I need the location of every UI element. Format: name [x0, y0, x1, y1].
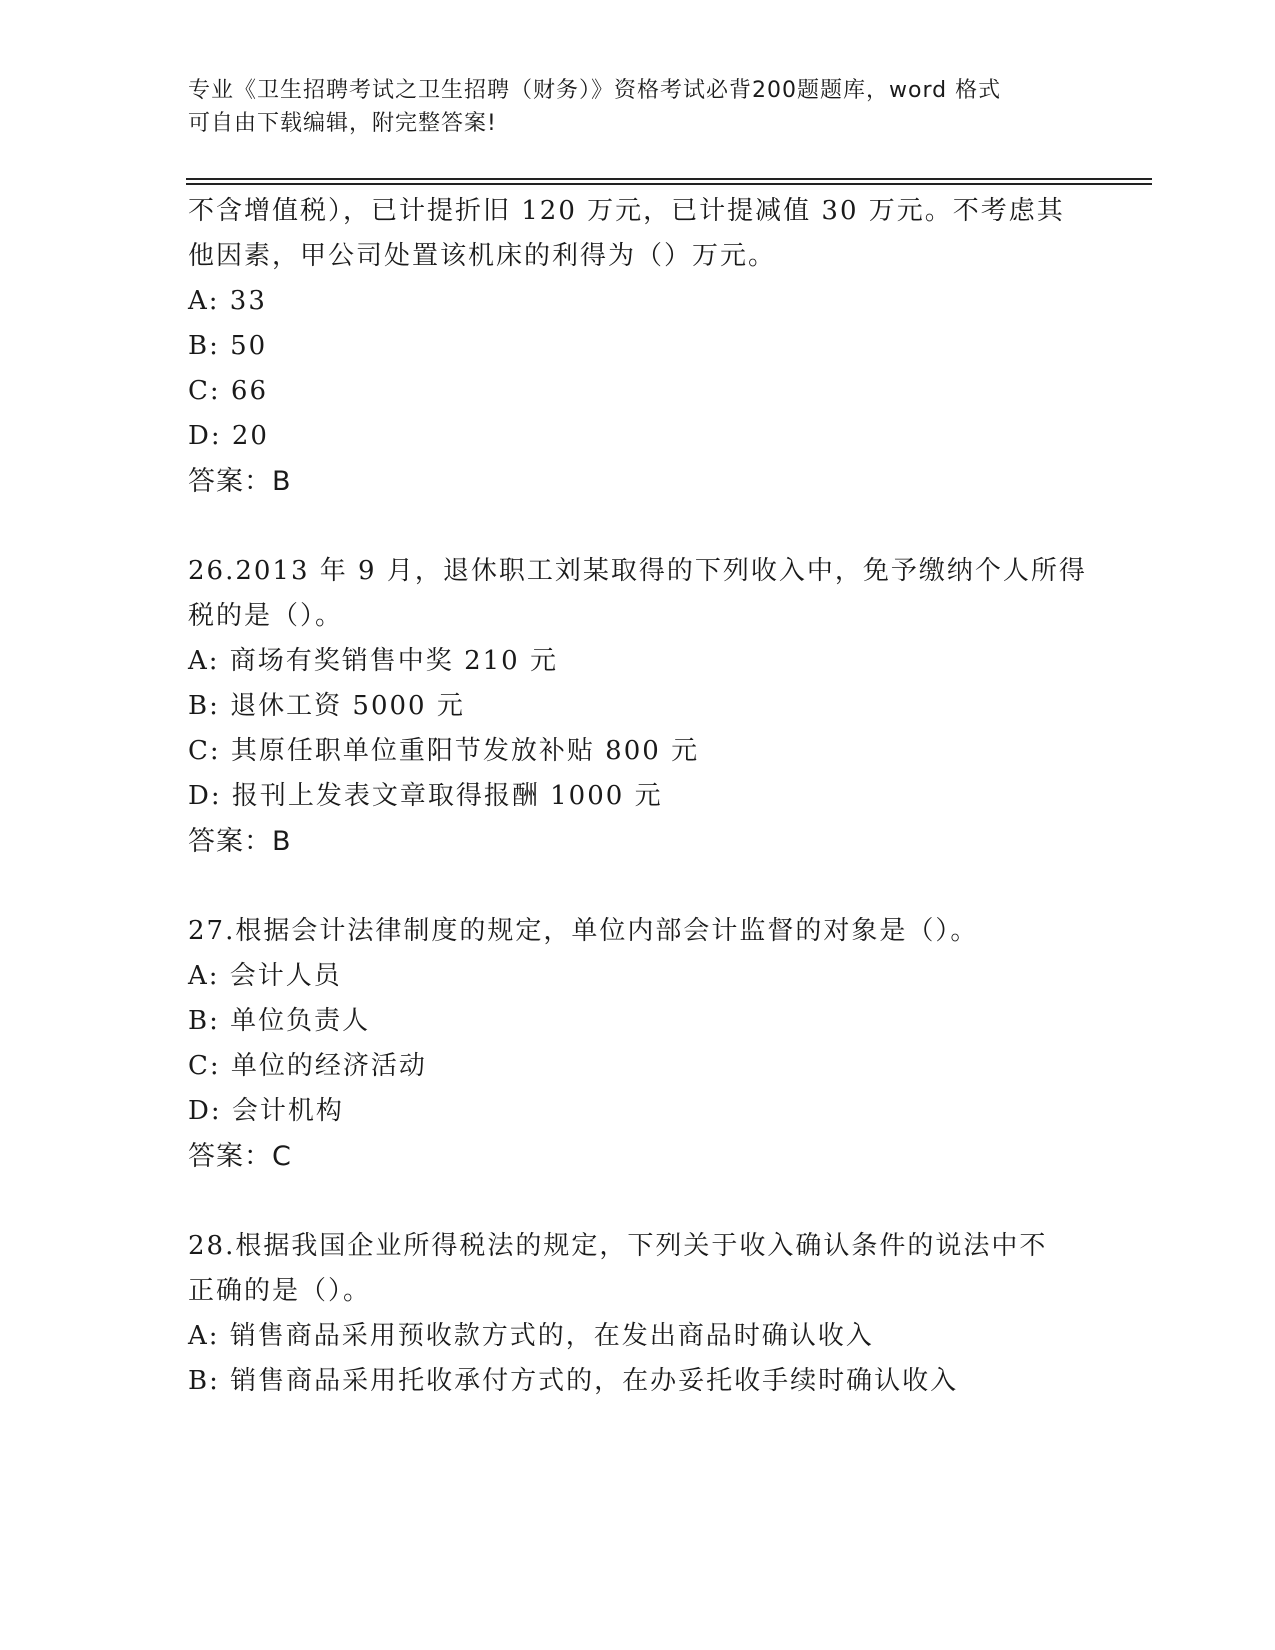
spacer [188, 504, 1088, 549]
spacer [188, 864, 1088, 909]
header-title-line-1: 专业《卫生招聘考试之卫生招聘（财务）》资格考试必背200题题库，word 格式 [188, 78, 1002, 103]
header-rule-top [186, 178, 1152, 180]
header-rule-bottom [186, 183, 1152, 185]
option-c: C: 单位的经济活动 [188, 1051, 427, 1081]
option-b: B: 销售商品采用托收承付方式的，在办妥托收手续时确认收入 [188, 1366, 959, 1396]
question-stem-line: 不含增值税），已计提折旧 120 万元，已计提减值 30 万元。不考虑其 [188, 196, 1065, 226]
option-b: B: 退休工资 5000 元 [188, 691, 465, 721]
header-title-line-2: 可自由下载编辑，附完整答案! [188, 111, 497, 136]
question-stem-line: 27.根据会计法律制度的规定，单位内部会计监督的对象是（）。 [188, 916, 979, 946]
answer-line: 答案：B [188, 826, 292, 857]
document-header [188, 74, 1088, 140]
option-c: C: 其原任职单位重阳节发放补贴 800 元 [188, 736, 700, 766]
answer-line: 答案：C [188, 1141, 292, 1172]
question-stem-line: 他因素，甲公司处置该机床的利得为（）万元。 [188, 241, 777, 271]
question-28 [188, 1224, 1088, 1404]
question-stem-line: 28.根据我国企业所得税法的规定，下列关于收入确认条件的说法中不 [188, 1231, 1048, 1261]
question-stem-line: 26.2013 年 9 月，退休职工刘某取得的下列收入中，免予缴纳个人所得 [188, 556, 1087, 586]
question-stem-line: 税的是（）。 [188, 601, 344, 631]
option-d: D: 20 [188, 421, 269, 451]
option-a: A: 商场有奖销售中奖 210 元 [188, 646, 558, 676]
question-25 [188, 189, 1088, 504]
option-c: C: 66 [188, 376, 269, 406]
option-a: A: 会计人员 [188, 961, 342, 991]
option-a: A: 33 [188, 286, 267, 316]
question-27 [188, 909, 1088, 1179]
option-a: A: 销售商品采用预收款方式的，在发出商品时确认收入 [188, 1321, 874, 1351]
question-26 [188, 549, 1088, 864]
document-body [188, 189, 1088, 1404]
option-b: B: 50 [188, 331, 268, 361]
option-b: B: 单位负责人 [188, 1006, 371, 1036]
spacer [188, 1179, 1088, 1224]
option-d: D: 会计机构 [188, 1096, 344, 1126]
answer-line: 答案：B [188, 466, 292, 497]
question-stem-line: 正确的是（）。 [188, 1276, 372, 1306]
option-d: D: 报刊上发表文章取得报酬 1000 元 [188, 781, 663, 811]
